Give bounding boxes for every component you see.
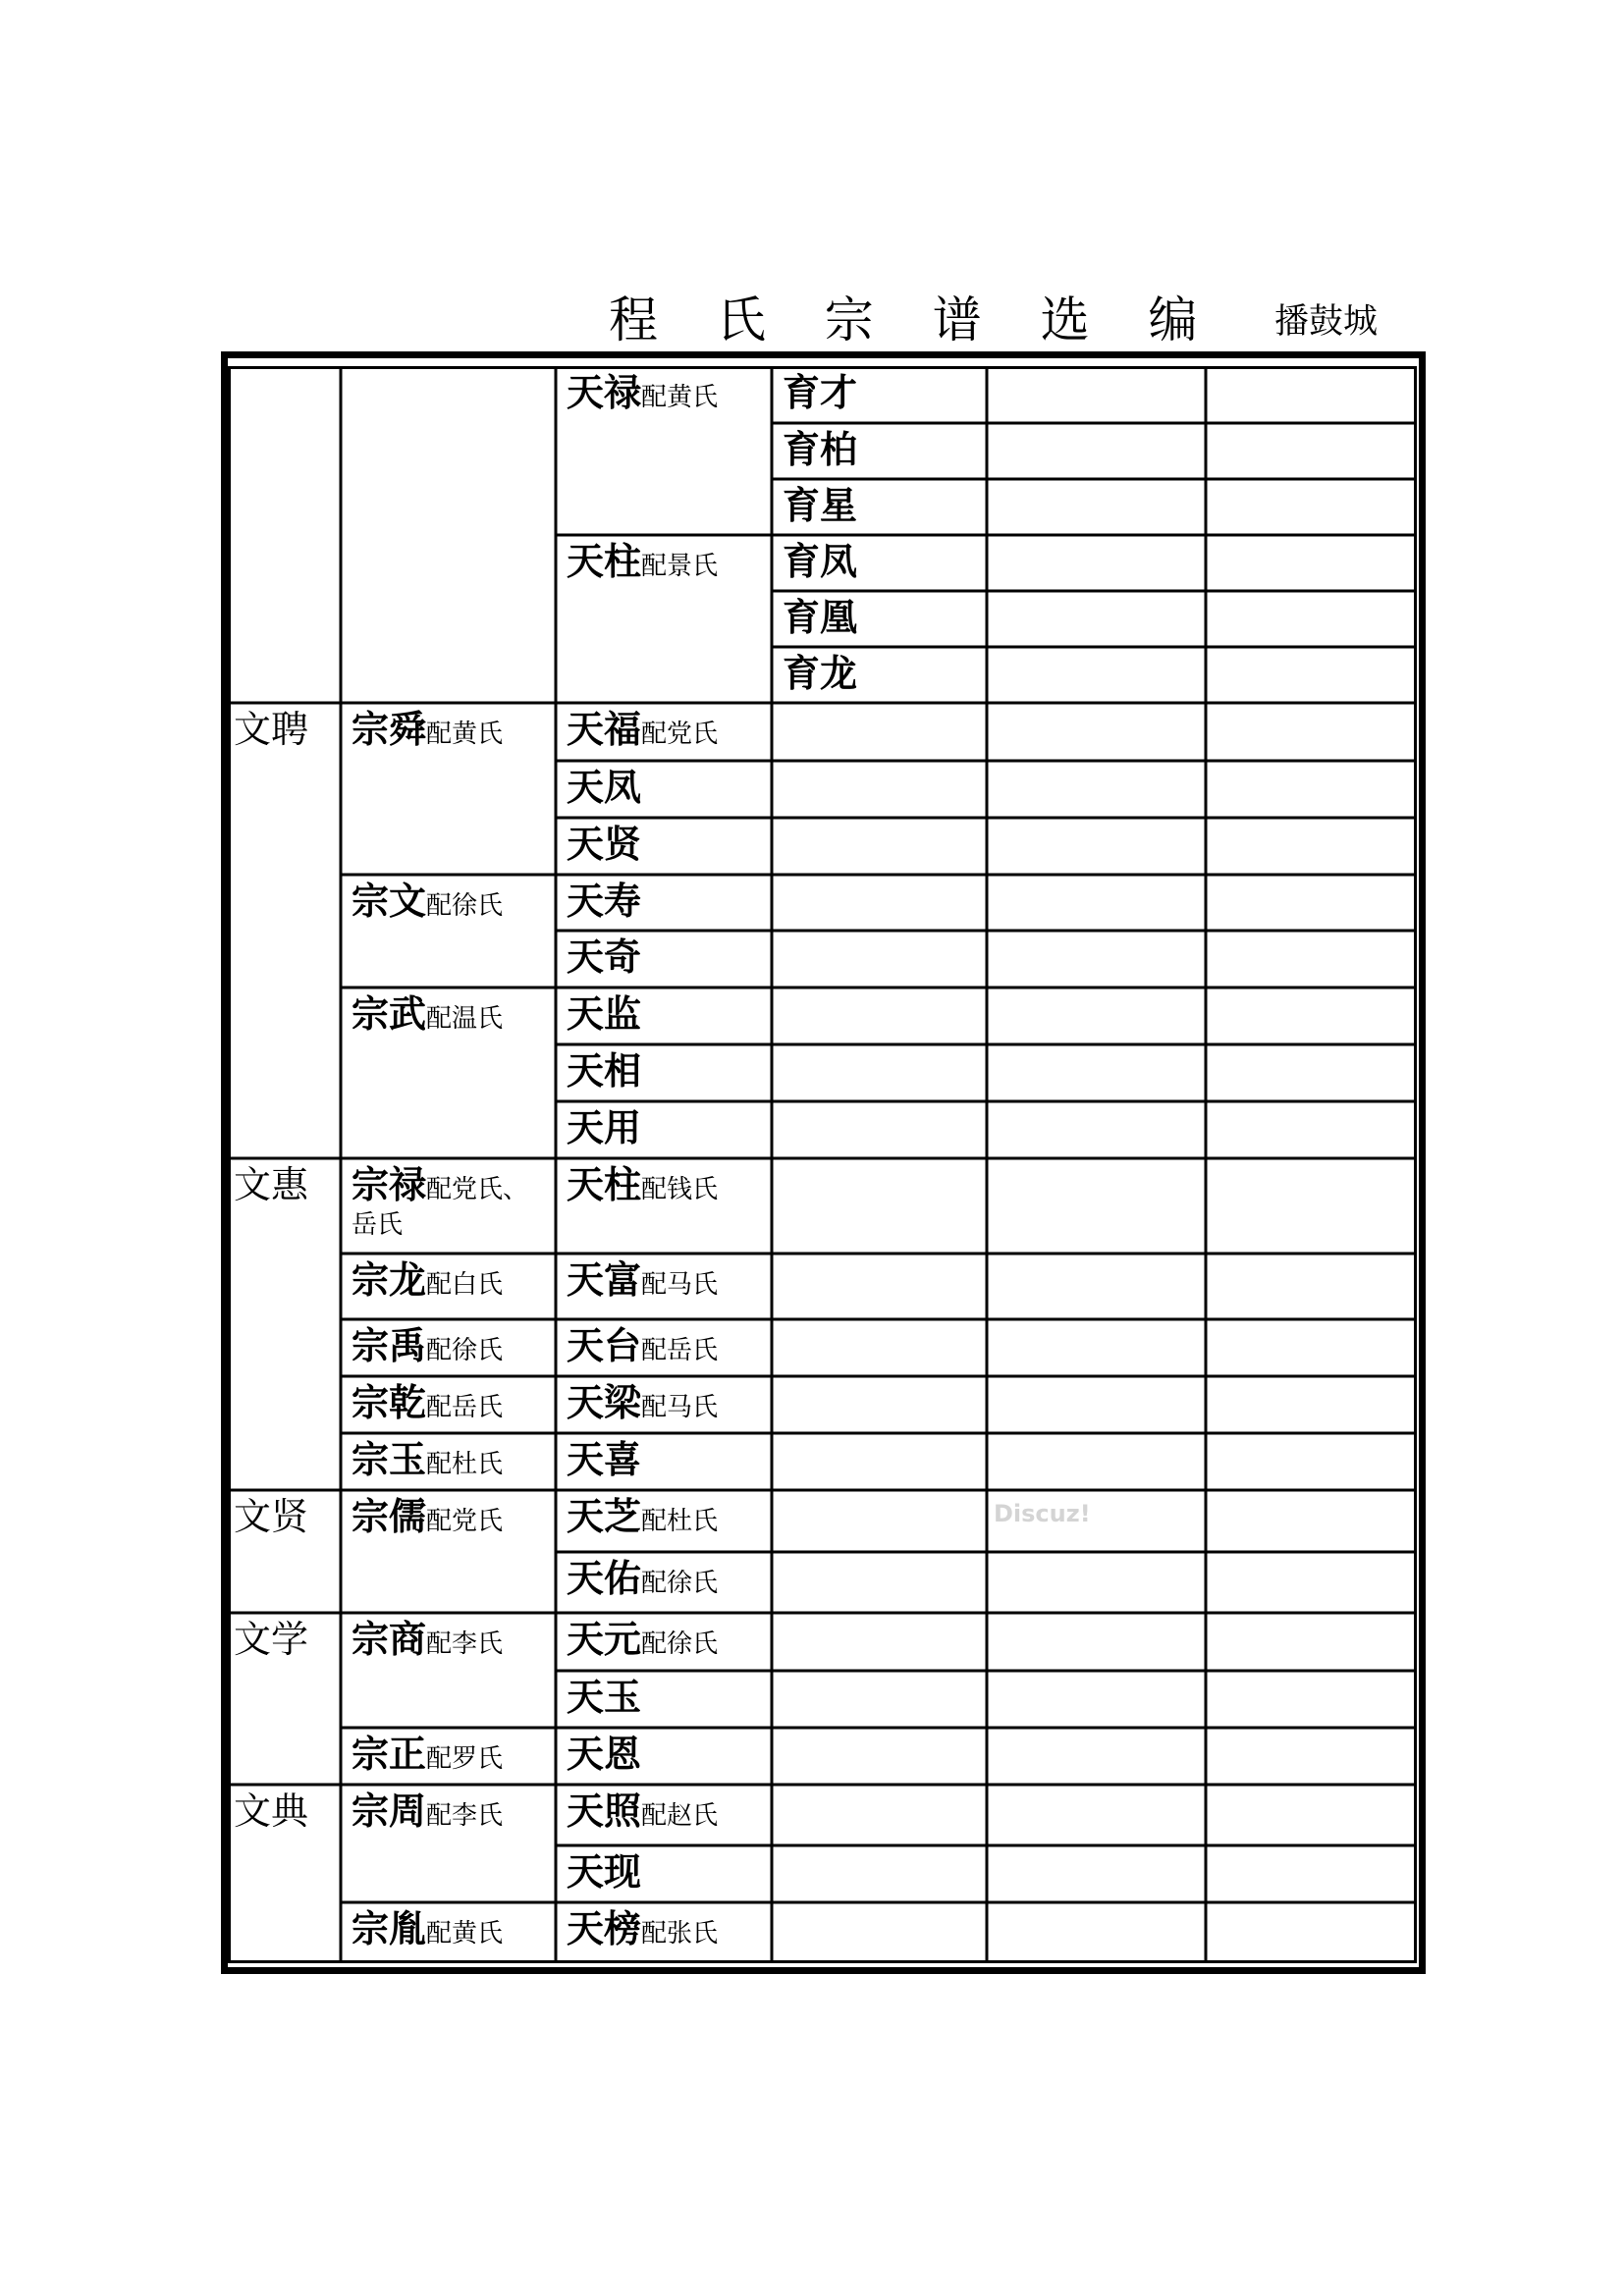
person-name: 天现 [567, 1850, 642, 1894]
gen3-name [567, 1323, 718, 1368]
gen2-name [352, 1617, 503, 1662]
person-name: 文贤 [234, 1495, 309, 1538]
gen4-name [783, 483, 857, 528]
gen2-name [352, 707, 503, 752]
person-name: 天照 [567, 1789, 642, 1833]
person-name: 天佑 [567, 1557, 642, 1600]
person-name: 宗禄 [352, 1163, 427, 1206]
person-name: 天台 [567, 1324, 642, 1367]
person-name: 天奇 [567, 935, 642, 979]
spouse-note: 配罗氏 [426, 1744, 504, 1774]
spouse-note: 配李氏 [426, 1629, 504, 1659]
person-name: 宗正 [352, 1733, 427, 1776]
gen1-name [234, 707, 308, 752]
gen3-name [567, 707, 718, 752]
person-name: 宗武 [352, 992, 427, 1036]
gen2-name [352, 1732, 503, 1777]
gen3-name [567, 1105, 641, 1150]
gen3-name [567, 822, 641, 867]
person-name: 天柱 [567, 1163, 642, 1206]
person-name: 天福 [567, 708, 642, 751]
gen2-name [352, 1257, 503, 1303]
spouse-note: 配岳氏 [641, 1336, 719, 1365]
spouse-note: 配白氏 [426, 1270, 504, 1300]
spouse-note: 配黄氏 [641, 383, 719, 412]
spouse-note: 配杜氏 [426, 1450, 504, 1479]
person-name: 天监 [567, 992, 642, 1036]
gen3-name [567, 1617, 718, 1662]
spouse-note: 配徐氏 [426, 1336, 504, 1365]
gen2-name [352, 1906, 503, 1951]
gen1-name [234, 1494, 308, 1539]
gen3-name [567, 1849, 641, 1895]
gen3-name [567, 1789, 718, 1834]
gen2-name [352, 991, 503, 1037]
spouse-note: 配党氏 [641, 720, 719, 749]
person-name: 天玉 [567, 1676, 642, 1719]
spouse-note-continued: 岳氏 [352, 1210, 404, 1240]
page-title: 程 氏 宗 谱 选 编 [609, 292, 1219, 348]
person-name: 宗乾 [352, 1381, 427, 1424]
person-name: 文惠 [234, 1163, 309, 1206]
gen3-name [567, 370, 718, 415]
gen4-name [783, 539, 857, 584]
person-name: 天柱 [567, 540, 642, 583]
person-name: 宗舜 [352, 708, 427, 751]
gen3-name [567, 765, 641, 810]
spouse-note: 配黄氏 [426, 1919, 504, 1949]
person-name: 宗商 [352, 1618, 427, 1661]
gen3-name [567, 991, 641, 1037]
spouse-note: 配李氏 [426, 1801, 504, 1831]
person-name: 天芝 [567, 1495, 642, 1538]
person-name: 天禄 [567, 371, 642, 414]
gen2-name [352, 1437, 503, 1482]
gen3-name [567, 1257, 718, 1303]
person-name: 文聘 [234, 708, 309, 751]
spouse-note: 配黄氏 [426, 720, 504, 749]
genealogy-table [221, 351, 1426, 1974]
gen3-name [567, 1494, 718, 1539]
gen2-name [352, 1162, 528, 1207]
spouse-note: 配徐氏 [641, 1629, 719, 1659]
gen3-name [567, 1048, 641, 1094]
person-name: 宗儒 [352, 1495, 427, 1538]
person-name: 育柏 [783, 428, 858, 471]
gen3-name [567, 1906, 718, 1951]
place-name: 播鼓城 [1274, 302, 1379, 342]
person-name: 天元 [567, 1618, 642, 1661]
spouse-note: 配张氏 [641, 1919, 719, 1949]
person-name: 宗禹 [352, 1324, 427, 1367]
person-name: 天凤 [567, 766, 642, 809]
spouse-note: 配徐氏 [426, 891, 504, 921]
gen1-name [234, 1162, 308, 1207]
gen2-name [352, 1323, 503, 1368]
person-name: 天贤 [567, 823, 642, 866]
person-name: 天用 [567, 1106, 642, 1149]
spouse-note: 配赵氏 [641, 1801, 719, 1831]
person-name: 宗胤 [352, 1907, 427, 1950]
spouse-note: 配岳氏 [426, 1393, 504, 1422]
gen2-name [352, 1494, 503, 1539]
gen3-name [567, 1556, 718, 1601]
person-name: 宗文 [352, 880, 427, 923]
spouse-note: 配杜氏 [641, 1507, 719, 1536]
spouse-note: 配景氏 [641, 552, 719, 581]
spouse-note: 配温氏 [426, 1004, 504, 1034]
person-name: 天恩 [567, 1733, 642, 1776]
spouse-note: 配钱氏 [641, 1175, 719, 1204]
person-name: 宗玉 [352, 1438, 427, 1481]
gen1-name [234, 1789, 308, 1834]
gen4-name [783, 370, 857, 415]
gen3-name [567, 879, 641, 924]
watermark: Discuz! [994, 1500, 1091, 1527]
person-name: 育凤 [783, 540, 858, 583]
person-name: 天寿 [567, 880, 642, 923]
gen3-name [567, 934, 641, 980]
gen4-name [783, 427, 857, 472]
person-name: 天喜 [567, 1438, 642, 1481]
person-name: 天相 [567, 1049, 642, 1093]
spouse-note: 配徐氏 [641, 1569, 719, 1598]
gen3-name [567, 1437, 641, 1482]
person-name: 文典 [234, 1789, 309, 1833]
person-name: 育凰 [783, 596, 858, 639]
spouse-note: 配马氏 [641, 1393, 719, 1422]
person-name: 育才 [783, 371, 858, 414]
gen3-name [567, 1162, 718, 1207]
person-name: 天富 [567, 1258, 642, 1302]
gen4-name [783, 595, 857, 640]
person-name: 天榜 [567, 1907, 642, 1950]
gen3-name [567, 539, 718, 584]
gen1-name [234, 1617, 308, 1662]
person-name: 育龙 [783, 652, 858, 695]
spouse-note: 配党氏、 [426, 1175, 529, 1204]
person-name: 宗龙 [352, 1258, 427, 1302]
gen3-name [567, 1380, 718, 1425]
person-name: 文学 [234, 1618, 309, 1661]
person-name: 宗周 [352, 1789, 427, 1833]
gen2-name [352, 879, 503, 924]
person-name: 育星 [783, 484, 858, 527]
gen2-name [352, 1789, 503, 1834]
gen4-name [783, 651, 857, 696]
gen3-name [567, 1732, 641, 1777]
gen3-name [567, 1675, 641, 1720]
gen2-name [352, 1380, 503, 1425]
spouse-note: 配马氏 [641, 1270, 719, 1300]
person-name: 天梁 [567, 1381, 642, 1424]
spouse-note: 配党氏 [426, 1507, 504, 1536]
